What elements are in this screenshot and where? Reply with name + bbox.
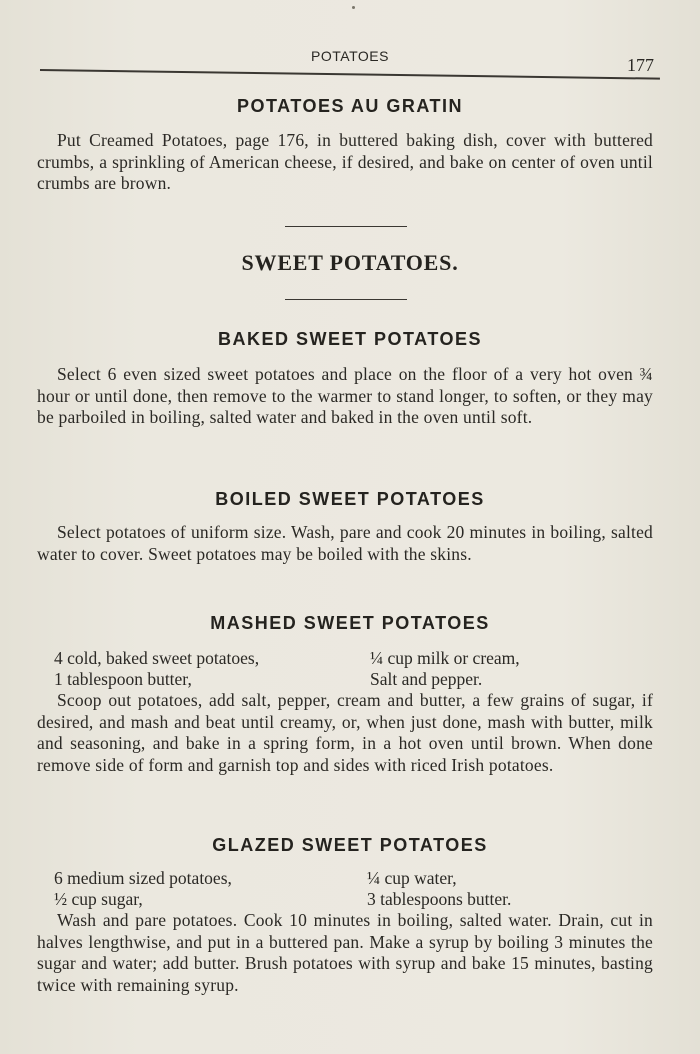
ingredient: ¼ cup milk or cream, — [370, 648, 520, 668]
ingredient: Salt and pepper. — [370, 669, 483, 689]
ingredient-row — [37, 669, 653, 690]
heading-potatoes-au-gratin: POTATOES AU GRATIN — [236, 96, 463, 116]
header-rule — [40, 69, 660, 80]
paragraph-glazed: Wash and pare potatoes. Cook 10 minutes in boiling, salted water. Drain, cut in halves lengthwise, and put in a buttered pan. Make a syrup by boiling 3 minutes the sugar and water; add butter. Brush potatoes with syrup and bake 15 minutes, basting twice with remaining syrup. — [37, 910, 653, 995]
paragraph-baked: Select 6 even sized sweet potatoes and place on the floor of a very hot oven ¾ hour or until done, then remove to the warmer to stand longer, to soften, or they may be parboiled in boiling, salted water and baked in the oven until soft. — [37, 364, 653, 427]
ingredient-row — [37, 868, 653, 889]
ingredient: 1 tablespoon butter, — [54, 669, 192, 689]
heading-sweet-potatoes: SWEET POTATOES. — [241, 250, 459, 275]
running-header: POTATOES — [311, 48, 389, 64]
ingredient: 4 cold, baked sweet potatoes, — [54, 648, 260, 668]
ingredient: ½ cup sugar, — [54, 889, 143, 909]
ingredient: 6 medium sized potatoes, — [54, 868, 232, 888]
section-divider-bottom — [285, 299, 407, 300]
heading-baked-sweet-potatoes: BAKED SWEET POTATOES — [217, 329, 483, 349]
ingredient: ¼ cup water, — [367, 868, 457, 888]
paragraph-mashed: Scoop out potatoes, add salt, pepper, cream and butter, a few grains of sugar, if desired, and mash and beat until creamy, or, when just done, mash with butter, milk and seasoning, and bake in a spring form, in a hot oven until brown. When done remove side of form and garnish top and sides with riced Irish potatoes. — [37, 690, 653, 775]
paragraph-au-gratin: Put Creamed Potatoes, page 176, in buttered baking dish, cover with buttered crumbs, a sprinkling of American cheese, if desired, and bake on center of oven until crumbs are brown. — [37, 130, 653, 193]
heading-glazed-sweet-potatoes: GLAZED SWEET POTATOES — [212, 835, 488, 855]
page-number: 177 — [627, 55, 654, 75]
ingredients-mashed — [37, 648, 653, 690]
paper-speck — [352, 6, 355, 9]
section-divider-top — [285, 226, 407, 227]
paragraph-boiled: Select potatoes of uniform size. Wash, pare and cook 20 minutes in boiling, salted water to cover. Sweet potatoes may be boiled with the skins. — [37, 522, 653, 564]
ingredient: 3 tablespoons butter. — [367, 889, 512, 909]
heading-mashed-sweet-potatoes: MASHED SWEET POTATOES — [210, 613, 490, 633]
ingredient-row — [37, 889, 653, 910]
ingredients-glazed — [37, 868, 653, 910]
ingredient-row — [37, 648, 653, 669]
heading-boiled-sweet-potatoes: BOILED SWEET POTATOES — [215, 489, 485, 509]
